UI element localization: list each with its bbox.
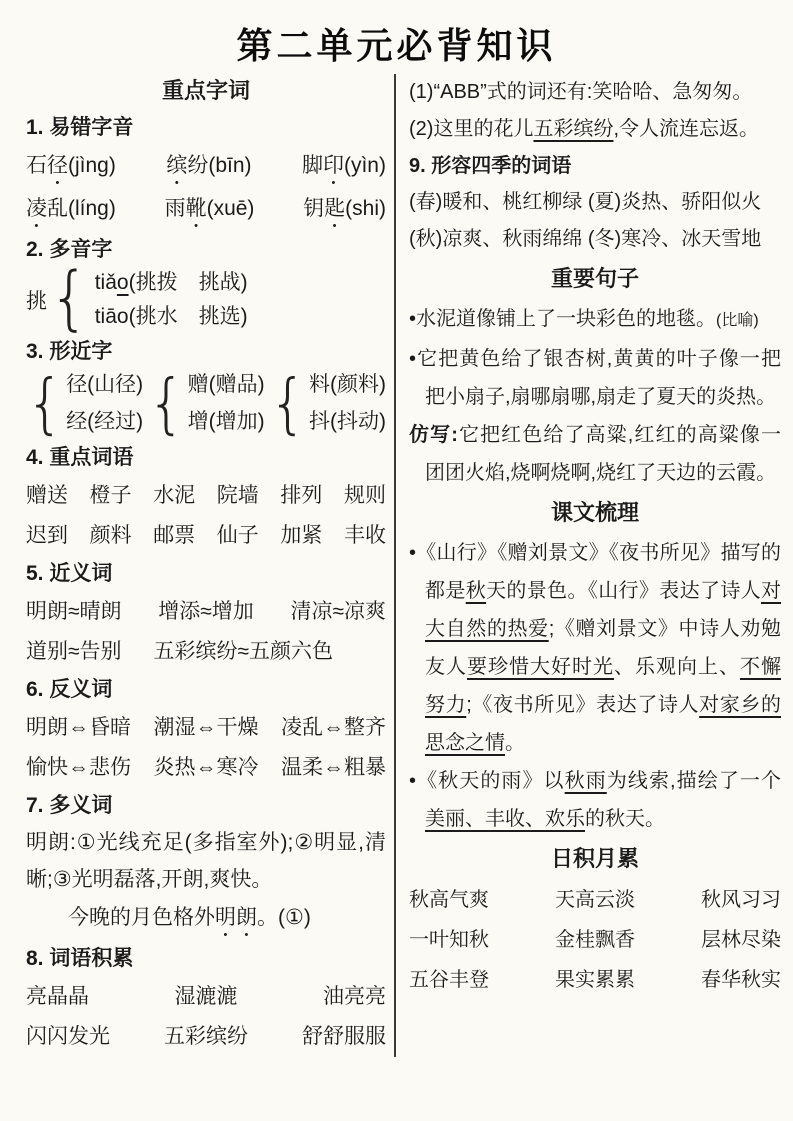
text-segment: 明朗	[215, 905, 257, 929]
text-segment: 潮湿⇔干燥	[153, 715, 259, 739]
similar-char-lines	[188, 373, 265, 434]
reading-line	[95, 271, 248, 295]
word-entry	[302, 146, 386, 189]
text-segment: o	[116, 271, 129, 294]
right-column	[394, 74, 781, 1057]
text-segment: (挑拨 挑战)	[128, 271, 248, 294]
text-segment: •《秋天的雨》以	[409, 770, 565, 792]
sec8-heading: 8. 词语积累	[26, 946, 134, 970]
polyphone-character: 挑	[26, 290, 47, 314]
text-segment: 秋风习习	[701, 889, 781, 911]
text-segment: ;《赠刘景文》中诗人劝勉友人	[425, 618, 781, 678]
text-segment: 果实累累	[555, 969, 635, 991]
similar-char-group	[26, 366, 144, 442]
text-segment: 匙	[324, 197, 346, 220]
text-segment: 春华秋实	[701, 969, 781, 991]
text-segment: •它把黄色给了银杏树,黄黄的叶子像一把把小扇子,扇哪扇哪,扇走了夏天的炎热。	[409, 348, 781, 408]
text-segment: 今晚的月色格外	[68, 905, 215, 929]
text-segment: 舒舒服服	[302, 1024, 386, 1048]
imitation-sentence	[409, 416, 781, 492]
text-segment: 五谷丰登	[409, 969, 489, 991]
text-segment: 清凉≈凉爽	[290, 599, 386, 623]
sentences-header: 重要句子	[550, 266, 639, 291]
text-segment: 炎热⇔寒冷	[153, 755, 259, 779]
example-sentence	[26, 898, 386, 941]
similar-char-group	[147, 366, 265, 442]
text-segment: 层林尽染	[701, 929, 781, 951]
text-segment: 。(①)	[257, 905, 311, 929]
sec6-heading: 6. 反义词	[26, 677, 113, 701]
char-entry: 增(增加)	[187, 410, 265, 434]
text-segment: 天高云淡	[555, 889, 635, 911]
char-entry: 经(经过)	[66, 410, 144, 434]
definition-text: 明朗:①光线充足(多指室外);②明显,清晰;③光明磊落,开朗,爽快。	[26, 830, 386, 891]
word-entry	[165, 189, 255, 232]
text-segment: 加紧	[280, 523, 323, 547]
text-segment: 脚	[301, 154, 323, 177]
text-segment: 乱(líng)	[47, 197, 116, 220]
idiom-row	[409, 960, 781, 1000]
char-entry: 径(山径)	[66, 373, 144, 397]
colorful-flowers-line	[409, 111, 781, 148]
text-segment: 不懈努力	[425, 656, 781, 716]
text-segment: 排列	[280, 483, 323, 507]
text-segment: (比喻)	[716, 312, 759, 329]
text-segment: 湿漉漉	[174, 984, 238, 1008]
text-segment: 赠送	[26, 483, 68, 507]
sec4-heading: 4. 重点词语	[26, 445, 134, 469]
char-entry: 赠(赠品)	[187, 373, 265, 397]
text-segment: 钥	[303, 197, 325, 220]
text-segment: 要珍惜大好时光	[467, 656, 614, 678]
text-segment: 橙子	[89, 483, 132, 507]
char-entry: 料(颜料)	[309, 373, 386, 397]
text-segment: 的秋天。	[585, 808, 665, 830]
brace-glyph: {	[49, 259, 90, 340]
text-segment: 对大自然的热爱	[425, 580, 782, 640]
text-segment: 院墙	[216, 483, 259, 507]
word-entry	[166, 146, 251, 189]
text-segment: 、乐观向上、	[614, 656, 740, 678]
text-segment: 闪闪发光	[26, 1024, 110, 1048]
brace-glyph: {	[147, 366, 186, 442]
text-segment: 仙子	[216, 523, 259, 547]
sec6-row1	[26, 708, 386, 748]
text-segment: 。	[505, 732, 525, 754]
similar-char-lines	[66, 373, 143, 434]
sec6-row2	[26, 748, 386, 788]
text-segment: 仿写:	[409, 424, 458, 446]
text-segment: ;《夜书所见》表达了诗人	[466, 694, 700, 716]
text-segment: 为线索,描绘了一个	[606, 770, 782, 792]
text-segment: (2)这里的花儿	[409, 118, 534, 140]
similar-char-lines	[309, 373, 386, 434]
text-segment: 它把红色给了高粱,红红的高粱像一团团火焰,烧啊烧啊,烧红了天边的云霞。	[425, 424, 781, 484]
text-segment: 缤	[166, 154, 188, 177]
word-entry	[303, 189, 386, 232]
text-segment: 一叶知秋	[409, 929, 489, 951]
polyphone-group	[26, 259, 386, 340]
text-segment: 愉快⇔悲伤	[26, 755, 131, 779]
text-segment: 水泥	[153, 483, 196, 507]
word-entry	[26, 146, 116, 189]
sec5-row2	[26, 632, 386, 672]
sec4-row1	[26, 476, 386, 516]
reading-line	[95, 305, 248, 329]
text-segment: (jìng)	[68, 154, 116, 177]
text-segment: (shi)	[345, 197, 386, 220]
text-segment: 雨	[164, 197, 186, 220]
two-column-layout	[0, 74, 793, 1057]
text-segment: (yìn)	[343, 154, 386, 177]
text-review-item	[409, 534, 781, 762]
text-segment: (xuē)	[206, 197, 255, 220]
sec5-heading: 5. 近义词	[26, 561, 113, 585]
text-segment: ,令人流连忘返。	[613, 118, 760, 140]
text-segment: 明朗≈晴朗	[26, 599, 122, 623]
sec8-row1	[26, 977, 386, 1017]
brace-glyph: {	[26, 366, 65, 442]
word-entry	[26, 189, 116, 232]
accumulation-header: 日积月累	[550, 846, 639, 871]
sec8-row2	[26, 1017, 386, 1057]
char-entry: 抖(抖动)	[309, 410, 386, 434]
text-segment: •水泥道像铺上了一块彩色的地毯。	[409, 308, 717, 330]
text-segment: 规则	[343, 483, 386, 507]
text-segment: 颜料	[89, 523, 132, 547]
left-column	[26, 74, 394, 1057]
text-segment: 亮晶晶	[26, 984, 89, 1008]
seasons-line2: (秋)凉爽、秋雨绵绵 (冬)寒冷、冰天雪地	[409, 228, 762, 250]
text-segment: 秋高气爽	[409, 889, 489, 911]
sec1-row2	[26, 189, 386, 232]
text-segment: 天的景色。《山行》表达了诗人	[486, 580, 762, 602]
text-segment: (1)“ABB”式的词还有:笑哈哈、急匆匆。	[409, 81, 753, 103]
text-segment: 迟到	[26, 523, 68, 547]
brace-glyph: {	[268, 366, 307, 442]
polyphone-readings	[95, 271, 248, 329]
abb-words-line	[409, 74, 781, 111]
text-segment: 五彩缤纷	[164, 1024, 248, 1048]
text-segment: 邮票	[153, 523, 196, 547]
sentence-item	[409, 340, 781, 416]
text-segment: 道别≈告别	[26, 639, 122, 663]
sec9-heading: 9. 形容四季的词语	[409, 155, 572, 177]
sec3-heading: 3. 形近字	[26, 340, 113, 364]
text-segment: 五彩缤纷	[533, 118, 614, 140]
text-segment: 油亮亮	[323, 984, 386, 1008]
similar-characters-row	[26, 366, 386, 442]
left-column-header: 重点字词	[161, 78, 250, 103]
text-segment: 石	[26, 154, 47, 177]
text-segment: 纷(bīn)	[187, 154, 252, 177]
sec1-heading: 1. 易错字音	[26, 116, 134, 139]
text-segment: 印	[322, 154, 344, 177]
text-segment: tiāo(挑水 挑选)	[94, 305, 248, 329]
text-segment: 径	[47, 154, 68, 177]
idiom-row	[409, 920, 781, 960]
idiom-row	[409, 880, 781, 920]
sec2-heading: 2. 多音字	[26, 238, 113, 261]
similar-char-group	[268, 366, 386, 442]
sec4-row2	[26, 516, 386, 556]
seasons-line1: (春)暖和、桃红柳绿 (夏)炎热、骄阳似火	[409, 191, 762, 213]
text-review-header: 课文梳理	[550, 500, 639, 525]
text-segment: 凌乱⇔整齐	[281, 715, 386, 739]
sec7-heading: 7. 多义词	[26, 793, 113, 817]
text-segment: 温柔⇔粗暴	[281, 755, 386, 779]
text-segment: 金桂飘香	[555, 929, 635, 951]
text-segment: tiǎ	[94, 271, 117, 294]
text-segment: •《山行》《赠刘景文》《夜书所见》描写的都是	[409, 542, 781, 602]
text-segment: 丰收	[343, 523, 386, 547]
text-segment: 秋雨	[564, 770, 607, 792]
text-segment: 对家乡的思念之情	[425, 694, 782, 754]
text-segment: 五彩缤纷≈五颜六色	[153, 639, 334, 663]
sec5-row1	[26, 592, 386, 632]
text-segment: 美丽、丰收、欢乐	[425, 808, 585, 830]
text-segment: 秋	[465, 580, 487, 602]
text-segment: 凌	[26, 197, 47, 220]
sentence-item	[409, 300, 781, 340]
page-title: 第二单元必背知识	[236, 25, 557, 66]
text-segment: 增添≈增加	[158, 599, 254, 623]
text-review-item	[409, 762, 781, 838]
text-segment: 明朗⇔昏暗	[26, 715, 131, 739]
sec1-row1	[26, 146, 386, 189]
text-segment: 靴	[185, 197, 207, 220]
